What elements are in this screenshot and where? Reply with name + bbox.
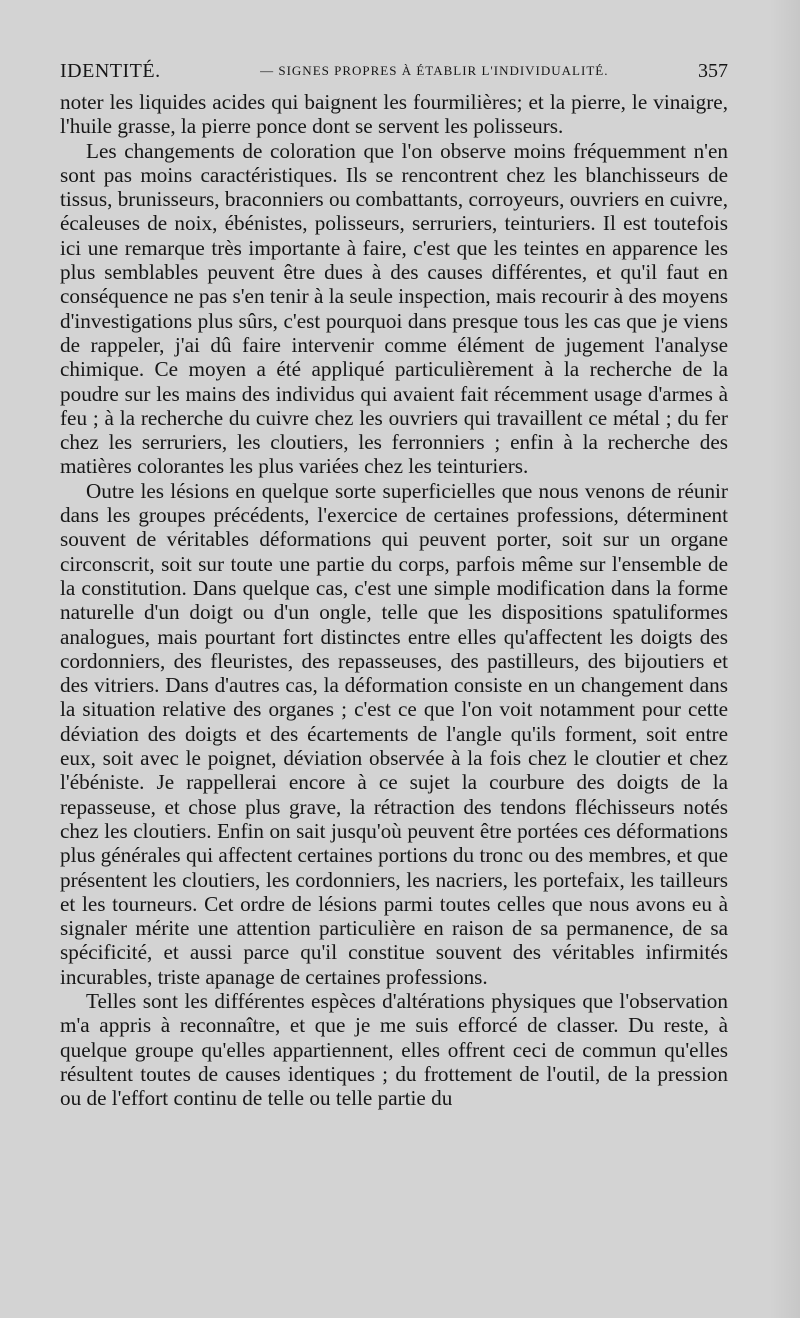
page-edge-shadow <box>770 0 800 1318</box>
running-subtitle: — SIGNES PROPRES À ÉTABLIR L'INDIVIDUALITÉ. <box>260 63 609 78</box>
paragraph: Les changements de coloration que l'on observe moins fréquemment n'en sont pas moins caractéristiques. Ils se rencontrent chez les blanchisseurs de tissus, brunisseurs, braconniers ou combattants, corroyeurs, ouvriers en cuivre, écaleuses de noix, ébénistes, polisseurs, serruriers, teinturiers. Il est toutefois ici une remarque très importante à faire, c'est que les teintes en apparence les plus semblables peuvent être dues à des causes différentes, et qu'il faut en conséquence ne pas s'en tenir à la seule inspection, mais recourir à des moyens d'investigations plus sûrs, c'est pourquoi dans presque tous les cas que je viens de rappeler, j'ai dû faire intervenir comme élément de jugement l'analyse chimique. Ce moyen a été appliqué particulièrement à la recherche de la poudre sur les mains des individus qui avaient fait récemment usage d'armes à feu ; à la recherche du cuivre chez les ouvriers qui travaillent ce métal ; du fer chez les serruriers, les cloutiers, les ferronniers ; enfin à la recherche des matières colorantes les plus variées chez les teinturiers. <box>60 138 728 479</box>
paragraph-continuation: noter les liquides acides qui baignent les fourmilières; et la pierre, le vinaigre, l'huile grasse, la pierre ponce dont se servent les polisseurs. <box>60 90 728 139</box>
running-title: IDENTITÉ. <box>60 59 161 82</box>
paragraph: Outre les lésions en quelque sorte superficielles que nous venons de réunir dans les groupes précédents, l'exercice de certaines professions, déterminent souvent de véritables déformations qui peuvent porter, soit sur un organe circonscrit, soit sur toute une partie du corps, parfois même sur l'ensemble de la constitution. Dans quelque cas, c'est une simple modification dans la forme naturelle d'un doigt ou d'un ongle, telle que les dispositions spatuliformes analogues, mais pourtant fort distinctes entre elles qu'affectent les doigts des cordonniers, des fleuristes, des repasseuses, des pastilleurs, des bijoutiers et des vitriers. Dans d'autres cas, la déformation consiste en un changement dans la situation relative des organes ; c'est ce que l'on voit notamment pour cette déviation des doigts et des écartements de l'angle qu'ils forment, soit entre eux, soit avec le poignet, déviation observée à la fois chez le cloutier et chez l'ébéniste. Je rappellerai encore à ce sujet la courbure des doigts de la repasseuse, et chose plus grave, la rétraction des tendons fléchisseurs notés chez les cloutiers. Enfin on sait jusqu'où peuvent être portées ces déformations plus générales qui affectent certaines portions du tronc ou des membres, et que présentent les cloutiers, les cordonniers, les nacriers, les portefaix, les tailleurs et les tourneurs. Cet ordre de lésions parmi toutes celles que nous avons eu à signaler mérite une attention particulière en raison de sa permanence, de sa spécificité, et aussi parce qu'il constitue souvent des véritables infirmités incurables, triste apanage de certaines professions. <box>60 478 728 989</box>
paragraph: Telles sont les différentes espèces d'altérations physiques que l'observation m'a appris à reconnaître, et que je me suis efforcé de classer. Du reste, à quelque groupe qu'elles appartiennent, elles offrent ceci de commun qu'elles résultent toutes de causes identiques ; du frottement de l'outil, de la pression ou de l'effort continu de telle ou telle partie du <box>60 988 728 1111</box>
body-text <box>60 90 728 1110</box>
running-header <box>60 55 728 87</box>
page-number: 357 <box>698 59 728 82</box>
